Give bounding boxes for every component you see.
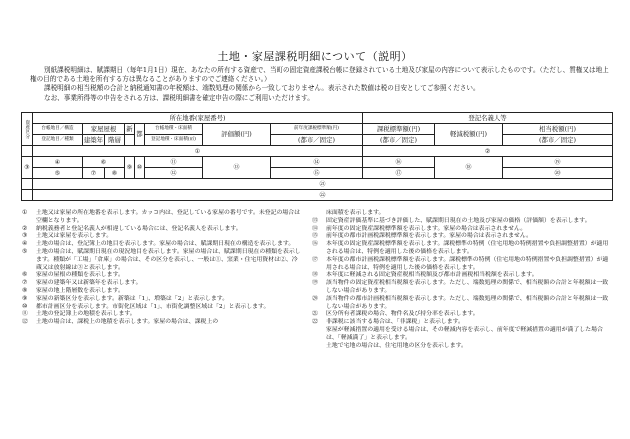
year-built-header: 建築年 <box>83 135 104 144</box>
metro-header: 都 <box>135 124 145 146</box>
mark-5: ⑤ <box>33 168 83 179</box>
note-item <box>22 280 302 288</box>
standard-header: 課税標準額(円) <box>363 124 435 135</box>
note-item <box>22 319 302 327</box>
note-number: ⑳ <box>312 295 318 302</box>
note-item <box>22 249 302 272</box>
mark-22: ㉒ <box>33 190 613 201</box>
mark-3: ③ <box>22 157 33 179</box>
note-text: 納税義務者と登記名義人が相違している場合には、登記名義人を表示します。 <box>36 225 242 232</box>
note-number: ② <box>22 225 28 232</box>
standard-sub: (都市／固定) <box>363 135 435 146</box>
note-text: 土地又は家屋を表示します。 <box>36 233 113 240</box>
note-number: ⑫ <box>22 319 28 326</box>
note-text: 該当物件の都市計画税相当税額を表示します。ただし、端数処理の関係で、相当税額の合計と年税額は一致しない場合があります。 <box>326 295 609 310</box>
tax-sub: (都市／固定) <box>503 135 613 146</box>
note-number: ③ <box>22 233 28 240</box>
land-use-header-2: 登記地目／種類 <box>33 135 83 146</box>
note-number: ⑪ <box>22 311 28 318</box>
mark-4: ④ <box>33 157 83 168</box>
note-text: 家屋の地上階層数を表示します。 <box>36 287 124 294</box>
note-item <box>312 319 612 327</box>
intro-text <box>30 66 610 103</box>
note-item <box>312 210 612 218</box>
mark-12: ⑫ <box>145 168 203 179</box>
note-item <box>312 327 612 343</box>
location-header: 所在地番(家屋番号) <box>33 113 363 124</box>
metro-sub-header <box>125 135 135 146</box>
note-number: ⑰ <box>312 256 318 263</box>
note-number: ㉒ <box>312 319 318 326</box>
note-item <box>312 257 612 273</box>
note-item <box>312 241 612 257</box>
mark-14: ⑭ <box>271 157 363 168</box>
note-item <box>312 218 612 226</box>
mark-11: ⑪ <box>145 157 203 168</box>
new-header: 新 <box>126 124 133 133</box>
note-number: ⑬ <box>312 217 318 224</box>
note-number: ㉑ <box>312 311 318 318</box>
note-text: 床面積を表示します。 <box>326 210 385 216</box>
note-number <box>312 210 326 218</box>
note-item <box>22 210 302 226</box>
note-number <box>312 327 326 343</box>
note-text: 家屋の建築年又は新築年を表示します。 <box>36 280 142 287</box>
note-item <box>22 288 302 296</box>
mark-17: ⑰ <box>363 168 435 179</box>
blank-cell <box>22 179 33 190</box>
note-item <box>312 343 612 351</box>
note-item <box>312 296 612 312</box>
note-text: 家屋が軽減措置の適用を受ける場合は、その軽減内容を表示し、前年度で軽減措置の適用が満了した場合は、「軽減満了」と表示します。 <box>326 326 603 341</box>
mark-8: ⑧ <box>105 168 125 179</box>
note-text: 該当物件の固定資産税相当税額を表示します。ただし、端数処理の関係で、相当税額の合計と年税額は一致しない場合があります。 <box>326 280 609 294</box>
mark-10: ⑩ <box>135 157 145 179</box>
mark-18: ⑱ <box>435 157 503 179</box>
note-number: ① <box>22 210 28 216</box>
note-number: ⑦ <box>22 280 28 287</box>
note-item <box>22 272 302 280</box>
note-text: 家屋の屋根の種類を表示します。 <box>36 272 124 279</box>
note-item <box>312 311 612 319</box>
note-number: ⑮ <box>312 233 318 240</box>
note-number: ⑭ <box>312 225 318 232</box>
area-header-1: 台帳地積・床面積 <box>145 124 203 135</box>
note-item <box>22 311 302 319</box>
land-use-header-1: 台帳地目／構造 <box>33 124 83 135</box>
prev-standard-sub: (都市／固定) <box>271 135 363 146</box>
mark-6: ⑥ <box>83 157 125 168</box>
note-number: ⑩ <box>22 303 28 310</box>
note-item <box>22 241 302 249</box>
note-item <box>312 280 612 296</box>
note-number: ⑤ <box>22 248 28 255</box>
note-text: 固定資産評価基準に基づき評価した、賦課期日現在の土地及び家屋の価格（評価額）を表示します。 <box>326 217 591 224</box>
area-header-2: 登記地積・床面積(㎡) <box>145 135 203 146</box>
note-number: ④ <box>22 241 28 248</box>
note-text: 土地の場合は、登記簿上の地目を表示します。家屋の場合は、賦課期日現在の構造を表示します。 <box>36 241 295 248</box>
intro-paragraph: 課税明細の相当税額の合計と納税通知書の年税額は、端数処理の関係から一致しておりません。表示された数値は税の目安としてご参照ください。 <box>44 84 480 93</box>
note-number: ⑨ <box>22 295 28 302</box>
notes-right-column <box>312 210 612 350</box>
note-number: ⑥ <box>22 272 28 279</box>
note-text: 前年度の固定資産課税標準額を表示します。家屋の場合は表示されません。 <box>326 225 527 232</box>
note-text: 本年度の固定資産課税標準額を表示します。課税標準の特例（住宅用地の特例措置や負担調整措置）が適用される場合は、特例を適用した後の価格を表示します。 <box>326 241 609 255</box>
intro-paragraph: 別紙課税明細は、賦課期日（毎年1月1日）現在、あなたの所有する資産で、当町の固定資産課税台帳に登録されている土地及び家屋の内容について表示したものです。（ただし、質権又は地上権の目的である土地を所有する方は異なることがありますのでご連絡ください。） <box>30 66 609 84</box>
mark-15: ⑮ <box>271 168 363 179</box>
mark-16: ⑯ <box>363 157 435 168</box>
note-number: ⑱ <box>312 272 318 279</box>
mark-2: ② <box>363 146 613 157</box>
mark-20: ⑳ <box>503 168 613 179</box>
mark-7: ⑦ <box>83 168 105 179</box>
note-text: 土地の登記簿上の地積を表示します。 <box>36 311 136 318</box>
valuation-header: 評価額(円) <box>203 124 271 146</box>
note-text: 家屋の新築区分を表示します。新築は「1」、増築は「2」と表示します。 <box>36 295 229 302</box>
note-text: 都市計画区分を表示します。市街化区域は「1」、市街化調整区域は「2」と表示します。 <box>36 303 270 310</box>
prev-standard-header: 前年度課税標準額(円) <box>271 124 363 135</box>
note-number: ⑲ <box>312 280 318 287</box>
note-item <box>312 272 612 280</box>
note-text: 土地の場合は、賦課期日現在の現況地目を表示します。家屋の場合は、賦課期日現在の種類を表示します。種類が「工場」「倉庫」の場合は、その区分を表示し、一般は①、窯業・住宅用資材は②、冷蔵又は放射線は③と表示します。 <box>36 248 301 271</box>
mark-9: ⑨ <box>125 157 135 179</box>
notes-left-column <box>22 210 302 327</box>
reduction-header: 軽減税額(円) <box>435 124 503 146</box>
note-number <box>312 343 326 351</box>
note-number: ⑯ <box>312 241 318 248</box>
detail-layout-table <box>21 112 613 201</box>
tax-header: 相当税額(円) <box>503 124 613 135</box>
mark-19: ⑲ <box>503 157 613 168</box>
blank-cell <box>22 190 33 201</box>
note-number: ⑧ <box>22 287 28 294</box>
note-text: 本年度に軽減される固定資産税相当税額及び都市計画税相当税額を表示します。 <box>326 272 538 279</box>
owner-header: 登記名義人等 <box>363 113 613 124</box>
note-item <box>22 296 302 304</box>
mark-13: ⑬ <box>203 157 271 179</box>
intro-paragraph: なお、事業所得等の申告をされる方は、課税明細書を確定申告の際にご利用いただけます。 <box>44 93 314 102</box>
floors-header: 階層 <box>105 135 125 146</box>
mark-1: ① <box>33 146 363 157</box>
mark-21: ㉑ <box>33 179 613 190</box>
note-text: 土地又は家屋の所在地番を表示します。カッコ内は、登記している家屋の番号です。未登記の場合は空欄となります。 <box>36 210 301 224</box>
blank-cell <box>22 146 33 157</box>
note-text: 土地で宅地の場合は、住宅用地の区分を表示します。 <box>326 342 467 349</box>
roof-header: 家屋屋根 <box>83 124 125 135</box>
note-text: 区分所有者課税の場合、物件名及び持分率を表示します。 <box>326 311 479 318</box>
note-text: 前年度の都市計画税課税標準額を表示します。家屋の場合は表示されません。 <box>326 233 533 240</box>
page-title: 土地・家屋課税明細について（説明） <box>217 50 413 63</box>
note-text: 本年度の都市計画税課税標準額を表示します。課税標準の特例（住宅用地の特例措置や負担調整措置）が適用される場合は、特例を適用した後の価格を表示します。 <box>326 256 609 271</box>
note-text: 非課税に該当する場合は、「非課税」と表示します。 <box>326 319 464 326</box>
asset-category-label: 資産区分 <box>22 113 33 146</box>
note-text: 土地の場合は、課税上の地積を表示します。家屋の場合は、課税上の <box>36 319 219 326</box>
